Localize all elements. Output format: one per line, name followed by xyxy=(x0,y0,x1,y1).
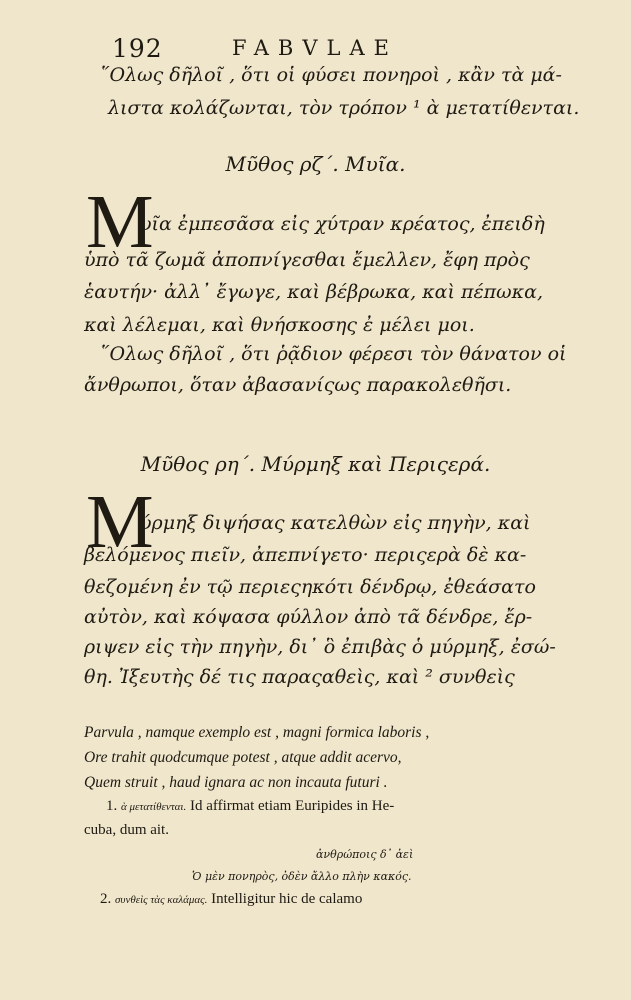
page-number: 192 xyxy=(112,34,163,63)
fable-line: ὑπὸ τᾶ ζωμᾶ ἀποπνίγεσθαι ἔμελλεν, ἔφη πρὸς xyxy=(84,249,530,271)
footnote-text: Id affirmat etiam Euripides in He- xyxy=(189,798,395,814)
drop-cap: M xyxy=(86,180,154,264)
fable-heading: Μῦθος ρη´. Μύρμηξ καὶ Περιςερά. xyxy=(140,452,491,476)
fable-line: ῞Ολως δῆλοῖ , ὅτι ῥᾷδιον φέρεσι τὸν θάνατον οἱ xyxy=(100,343,567,365)
fable-line: θεζομένη ἐν τῷ περιεςηκότι δένδρῳ, ἐθεάσατο xyxy=(84,576,536,598)
latin-verse-line: Parvula , namque exemplo est , magni formica laboris , xyxy=(84,724,430,741)
footnote-greek: συνθεὶς τὰς καλάμας. xyxy=(115,894,208,906)
footnote-1 xyxy=(106,798,394,815)
intro-line: λιστα κολάζωνται, τὸν τρόπον ¹ ὰ μετατίθενται. xyxy=(108,97,580,119)
footnote-marker: 2. xyxy=(100,891,112,907)
latin-verse-line: Quem struit , haud ignara ac non incauta futuri . xyxy=(84,774,388,791)
fable-line: καὶ λέλεμαι, καὶ θνήσκοσης ἐ μέλει μοι. xyxy=(84,314,475,336)
footnote-text: Intelligitur hic de calamo xyxy=(211,891,363,907)
quote-line: ἀνθρώποις δ᾽ ἀεὶ xyxy=(316,848,414,861)
running-title: FABVLAE xyxy=(232,36,398,60)
footnote-line: cuba, dum ait. xyxy=(84,822,169,838)
footnote-marker: 1. xyxy=(106,798,118,814)
fable-line: υῖα ἐμπεσᾶσα εἰς χύτραν κρέατος, ἐπειδὴ xyxy=(140,213,545,235)
fable-line: θη. Ἰξευτὴς δέ τις παραςαθεὶς, καὶ ² συνθεὶς xyxy=(84,666,515,688)
fable-line: βελόμενος πιεῖν, ἀπεπνίγετο· περιςερὰ δὲ κα- xyxy=(84,544,527,566)
fable-line: ἑαυτήν· ἀλλ᾽ ἔγωγε, καὶ βέβρωκα, καὶ πέπωκα, xyxy=(84,281,543,303)
fable-line: ύρμηξ διψήσας κατελθὼν εἰς πηγὴν, καὶ xyxy=(140,512,531,534)
intro-line: ῞Ολως δῆλοῖ , ὅτι οἱ φύσει πονηροὶ , κἂν τὰ μά- xyxy=(100,64,562,86)
drop-cap: M xyxy=(86,480,154,564)
footnote-2 xyxy=(100,891,362,908)
fable-line: ριψεν εἰς τὴν πηγὴν, δι᾽ ὃ ἐπιβὰς ὁ μύρμηξ, ἐσώ- xyxy=(84,636,556,658)
fable-heading: Μῦθος ρζ´. Μυῖα. xyxy=(225,152,406,176)
latin-verse-line: Ore trahit quodcumque potest , atque addit acervo, xyxy=(84,749,402,766)
fable-line: αὐτὸν, καὶ κόψασα φύλλον ἀπὸ τᾶ δένδρε, ἔρ- xyxy=(84,606,533,628)
fable-line: ἄνθρωποι, ὅταν ἀβασανίςως παρακολεθῆσι. xyxy=(84,374,512,396)
quote-line: Ὁ μὲν πονηρὸς, ὀδὲν ἄλλο πλὴν κακός. xyxy=(192,870,412,883)
footnote-greek: ὰ μετατίθενται. xyxy=(121,801,187,813)
